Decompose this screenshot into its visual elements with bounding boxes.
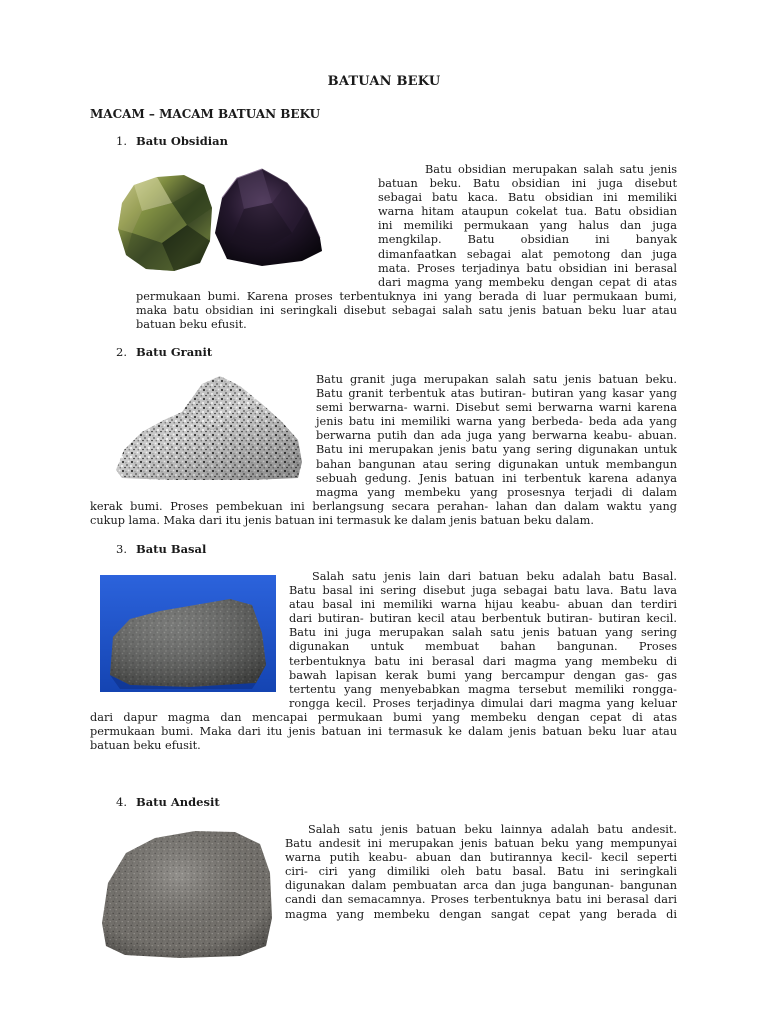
text-line: semi berwarna- warni. Disebut semi berwarna warni karena <box>316 401 677 415</box>
text-line: mata. Proses terjadinya batu obsidian ini berasal <box>378 261 677 275</box>
basal-text-full-width <box>90 711 677 753</box>
text-line: Salah satu jenis lain dari batuan beku adalah batu Basal. <box>312 570 677 583</box>
text-line: tertentu yang menyebabkan magma tersebut memiliki rongga- <box>289 682 677 696</box>
obsidian-image <box>112 163 322 275</box>
list-number: 4. <box>116 795 127 809</box>
text-line: permukaan bumi. Karena proses terbentuknya ini yang berada di luar permukaan bumi, <box>136 290 677 303</box>
text-line: bawah lapisan kerak bumi yang bercampur dengan gas- gas <box>289 668 677 682</box>
obsidian-text-beside-image <box>378 163 677 290</box>
granit-text-full-width <box>90 500 677 528</box>
text-line: sebagai batu kaca. Batu obsidian ini memiliki <box>378 191 677 205</box>
text-line: Batu ini merupakan jenis batu yang sering digunakan untuk <box>316 443 677 457</box>
text-line: cukup lama. Maka dari itu jenis batuan ini termasuk ke dalam jenis batuan beku dalam. <box>90 514 594 528</box>
basal-text-beside-image <box>289 570 677 711</box>
section-heading: MACAM – MACAM BATUAN BEKU <box>90 107 321 121</box>
text-line: batuan beku efusit. <box>90 739 201 753</box>
text-line: Batu obsidian merupakan salah satu jenis <box>425 163 677 176</box>
text-line: maka batu obsidian ini seringkali disebut sebagai salah satu jenis batuan beku luar atau <box>136 304 677 318</box>
andesit-text-beside-image <box>285 823 677 922</box>
text-line: Batu basal ini sering disebut juga sebagai batu lava. Batu lava <box>289 584 677 598</box>
text-line: Salah satu jenis batuan beku lainnya adalah batu andesit. <box>308 823 677 836</box>
text-line: dari butiran- butiran kecil atau berbentuk butiran- butiran kecil. <box>289 612 677 626</box>
list-number: 2. <box>116 345 127 359</box>
text-line: candi dan semacamnya. Proses terbentuknya batu ini berasal dari <box>285 893 677 907</box>
text-line: digunakan dalam pembuatan arca dan juga bangunan- bangunan <box>285 879 677 893</box>
subsection-title-obsidian: Batu Obsidian <box>136 134 228 148</box>
text-line: Batu granit terbentuk atas butiran- butiran yang kasar yang <box>316 387 677 401</box>
text-line: bahan bangunan atau sering digunakan untuk membangun <box>316 457 677 471</box>
text-line: batuan beku. Batu obsidian ini juga disebut <box>378 177 677 191</box>
text-line: jenis batu ini memiliki warna yang berbeda- beda ada yang <box>316 415 677 429</box>
text-line: Batu granit juga merupakan salah satu jenis batuan beku. <box>316 373 677 386</box>
text-line: dari dapur magma dan mencapai permukaan bumi yang membeku dengan cepat di atas <box>90 711 677 724</box>
page-title: BATUAN BEKU <box>327 74 441 89</box>
basalt-image <box>100 575 276 692</box>
text-line: sebuah gedung. Jenis batuan ini terbentuk karena adanya <box>316 471 677 485</box>
text-line: digunakan untuk membuat bahan bangunan. Proses <box>289 640 677 654</box>
text-line: mengkilap. Batu obsidian ini banyak <box>378 233 677 247</box>
subsection-title-granit: Batu Granit <box>136 345 213 359</box>
text-line: terbentuknya batu ini berasal dari magma yang membeku di <box>289 654 677 668</box>
text-line: dimanfaatkan sebagai alat pemotong dan juga <box>378 247 677 261</box>
text-line: ini memiliki permukaan yang halus dan juga <box>378 219 677 233</box>
text-line: Batu ini juga merupakan salah satu jenis batuan yang sering <box>289 626 677 640</box>
text-line: magma yang membeku dengan sangat cepat yang berada di <box>285 907 677 921</box>
subsection-title-andesit: Batu Andesit <box>136 795 220 809</box>
obsidian-text-full-width <box>136 290 677 332</box>
granit-text-beside-image <box>316 373 677 500</box>
text-line: atau basal ini memiliki warna hijau keabu- abuan dan terdiri <box>289 598 677 612</box>
text-line: warna putih keabu- abuan dan butirannya kecil- kecil seperti <box>285 851 677 865</box>
list-number: 3. <box>116 542 127 556</box>
text-line: warna hitam ataupun cokelat tua. Batu obsidian <box>378 205 677 219</box>
granite-image <box>112 370 303 482</box>
text-line: kerak bumi. Proses pembekuan ini berlangsung secara perahan- lahan dan dalam waktu yang <box>90 500 677 513</box>
text-line: berwarna putih dan ada juga yang berwarna keabu- abuan. <box>316 429 677 443</box>
text-line: ciri- ciri yang dimiliki oleh batu basal. Batu ini seringkali <box>285 865 677 879</box>
text-line: dari magma yang membeku dengan cepat di atas <box>378 275 677 289</box>
list-number: 1. <box>116 134 127 148</box>
text-line: rongga kecil. Proses terjadinya dimulai dari magma yang keluar <box>289 696 677 710</box>
text-line: magma yang membeku yang prosesnya terjadi di dalam <box>316 485 677 499</box>
subsection-title-basal: Batu Basal <box>136 542 207 556</box>
text-line: batuan beku efusit. <box>136 318 247 332</box>
andesite-image <box>100 828 272 958</box>
text-line: permukaan bumi. Maka dari itu jenis batuan ini termasuk ke dalam jenis batuan beku luar atau <box>90 725 677 739</box>
text-line: Batu andesit ini merupakan jenis batuan beku yang mempunyai <box>285 837 677 851</box>
